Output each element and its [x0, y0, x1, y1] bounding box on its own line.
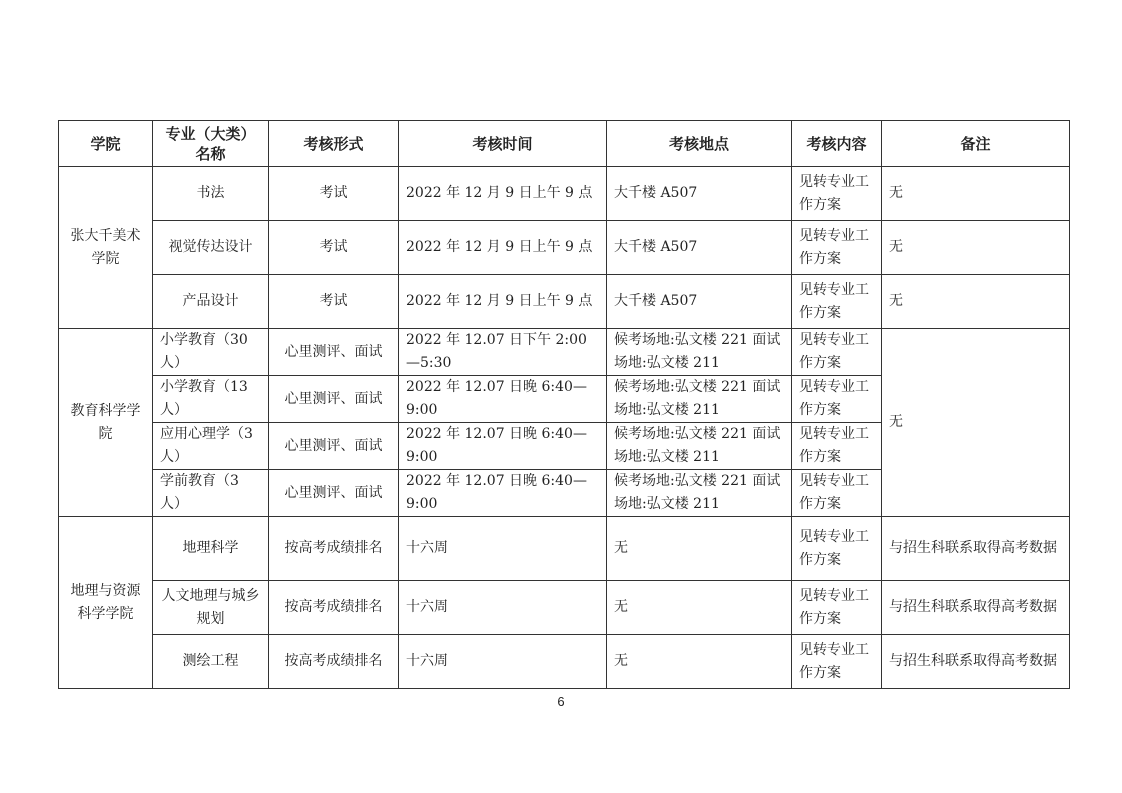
major-cell: 产品设计: [153, 275, 269, 329]
form-cell: 考试: [269, 275, 399, 329]
place-cell: 候考场地:弘文楼 221 面试场地:弘文楼 211: [607, 376, 792, 423]
content-cell: 见转专业工作方案: [792, 423, 882, 470]
content-cell: 见转专业工作方案: [792, 221, 882, 275]
time-cell: 十六周: [399, 635, 607, 689]
time-cell: 2022 年 12.07 日下午 2:00—5:30: [399, 329, 607, 376]
time-cell: 2022 年 12.07 日晚 6:40—9:00: [399, 376, 607, 423]
content-cell: 见转专业工作方案: [792, 470, 882, 517]
place-cell: 无: [607, 635, 792, 689]
note-cell: 与招生科联系取得高考数据: [882, 517, 1070, 581]
transfer-exam-table: [58, 120, 1070, 689]
content-cell: 见转专业工作方案: [792, 517, 882, 581]
page-number: 6: [557, 694, 565, 709]
major-cell: 应用心理学（3 人）: [153, 423, 269, 470]
form-cell: 按高考成绩排名: [269, 517, 399, 581]
form-cell: 考试: [269, 221, 399, 275]
time-cell: 十六周: [399, 581, 607, 635]
place-cell: 候考场地:弘文楼 221 面试场地:弘文楼 211: [607, 329, 792, 376]
form-cell: 心里测评、面试: [269, 470, 399, 517]
time-cell: 2022 年 12.07 日晚 6:40—9:00: [399, 470, 607, 517]
header-row: [59, 121, 1070, 167]
form-cell: 心里测评、面试: [269, 423, 399, 470]
note-cell: 无: [882, 275, 1070, 329]
table-row: [59, 221, 1070, 275]
note-cell: 与招生科联系取得高考数据: [882, 635, 1070, 689]
table-row: [59, 275, 1070, 329]
content-cell: 见转专业工作方案: [792, 275, 882, 329]
place-cell: 候考场地:弘文楼 221 面试场地:弘文楼 211: [607, 470, 792, 517]
place-cell: 候考场地:弘文楼 221 面试场地:弘文楼 211: [607, 423, 792, 470]
college-cell: 地理与资源科学学院: [59, 517, 153, 689]
table-row: [59, 581, 1070, 635]
place-cell: 无: [607, 581, 792, 635]
form-cell: 按高考成绩排名: [269, 635, 399, 689]
note-cell: 无: [882, 167, 1070, 221]
time-cell: 2022 年 12.07 日晚 6:40—9:00: [399, 423, 607, 470]
note-cell: 无: [882, 221, 1070, 275]
header-place: 考核地点: [607, 121, 792, 167]
content-cell: 见转专业工作方案: [792, 167, 882, 221]
place-cell: 大千楼 A507: [607, 275, 792, 329]
content-cell: 见转专业工作方案: [792, 635, 882, 689]
place-cell: 大千楼 A507: [607, 167, 792, 221]
note-cell: 无: [882, 329, 1070, 517]
time-cell: 2022 年 12 月 9 日上午 9 点: [399, 275, 607, 329]
form-cell: 考试: [269, 167, 399, 221]
table-row: [59, 167, 1070, 221]
table-row: [59, 329, 1070, 376]
college-cell: 张大千美术学院: [59, 167, 153, 329]
form-cell: 心里测评、面试: [269, 376, 399, 423]
major-cell: 书法: [153, 167, 269, 221]
major-cell: 人文地理与城乡规划: [153, 581, 269, 635]
content-cell: 见转专业工作方案: [792, 581, 882, 635]
major-cell: 小学教育（30 人）: [153, 329, 269, 376]
header-college: 学院: [59, 121, 153, 167]
place-cell: 无: [607, 517, 792, 581]
place-cell: 大千楼 A507: [607, 221, 792, 275]
time-cell: 十六周: [399, 517, 607, 581]
major-cell: 地理科学: [153, 517, 269, 581]
header-major: 专业（大类）名称: [153, 121, 269, 167]
time-cell: 2022 年 12 月 9 日上午 9 点: [399, 221, 607, 275]
header-time: 考核时间: [399, 121, 607, 167]
table-row: [59, 517, 1070, 581]
form-cell: 按高考成绩排名: [269, 581, 399, 635]
major-cell: 小学教育（13 人）: [153, 376, 269, 423]
major-cell: 视觉传达设计: [153, 221, 269, 275]
major-cell: 学前教育（3 人）: [153, 470, 269, 517]
table-row: [59, 635, 1070, 689]
content-cell: 见转专业工作方案: [792, 329, 882, 376]
header-form: 考核形式: [269, 121, 399, 167]
time-cell: 2022 年 12 月 9 日上午 9 点: [399, 167, 607, 221]
content-cell: 见转专业工作方案: [792, 376, 882, 423]
header-content: 考核内容: [792, 121, 882, 167]
form-cell: 心里测评、面试: [269, 329, 399, 376]
college-cell: 教育科学学院: [59, 329, 153, 517]
major-cell: 测绘工程: [153, 635, 269, 689]
header-note: 备注: [882, 121, 1070, 167]
note-cell: 与招生科联系取得高考数据: [882, 581, 1070, 635]
